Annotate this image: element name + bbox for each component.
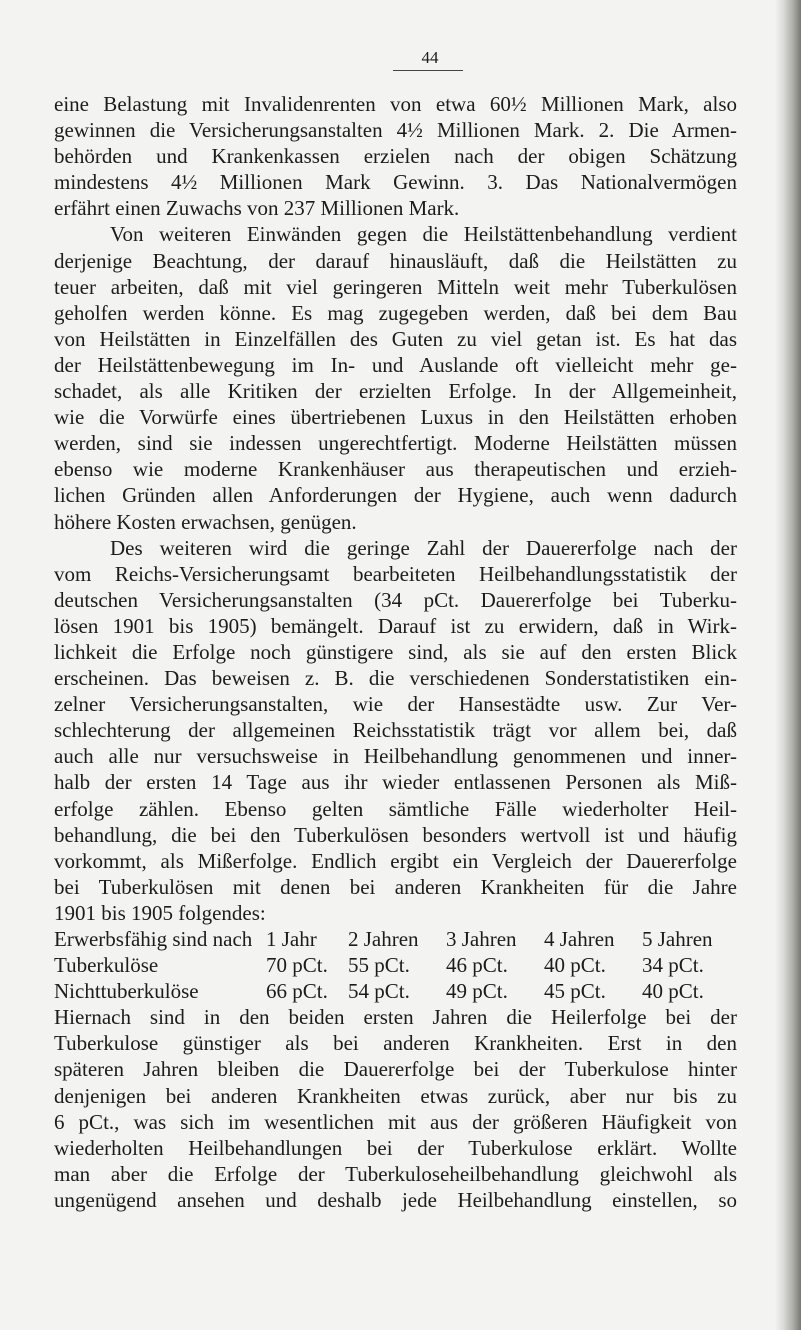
text-line: man aber die Erfolge der Tuberkuloseheilbehandlung gleichwohl als (54, 1161, 737, 1186)
text-line: wie die Vorwürfe eines übertriebenen Luxus in den Heilstätten erhoben (54, 405, 737, 430)
text-line: der Heilstättenbewegung im In- und Auslande oft vielleicht mehr ge- (54, 352, 737, 377)
text-line: Von weiteren Einwänden gegen die Heilstättenbehandlung verdient (110, 222, 737, 247)
text-line: ungenügend ansehen und deshalb jede Heilbehandlung einstellen, so (54, 1187, 737, 1212)
text-line: lichen Gründen allen Anforderungen der Hygiene, auch wenn dadurch (54, 483, 737, 508)
text-line: erfährt einen Zuwachs von 237 Millionen Mark. (54, 196, 460, 221)
text-line: späteren Jahren bleiben die Dauererfolge bei der Tuberkulose hinter (54, 1057, 737, 1082)
text-line: denjenigen bei anderen Krankheiten etwas zurück, aber nur bis zu (54, 1083, 737, 1108)
text-line: behörden und Krankenkassen erzielen nach der obigen Schätzung (54, 144, 737, 169)
text-line: schadet, als alle Kritiken der erzielten Erfolge. In der Allgemeinheit, (54, 379, 737, 404)
text-line: ebenso wie moderne Krankenhäuser aus therapeutischen und erzieh- (54, 457, 737, 482)
table-header-cell: 5 Jahren (642, 927, 713, 951)
table-header-cell: 3 Jahren (446, 927, 517, 951)
text-line: erfolge zählen. Ebenso gelten sämtliche Fälle wiederholter Heil- (54, 796, 737, 821)
text-line: 1901 bis 1905 folgendes: (54, 900, 266, 925)
text-line: vorkommt, als Mißerfolge. Endlich ergibt ein Vergleich der Dauererfolge (54, 848, 737, 873)
text-line: Des weiteren wird die geringe Zahl der Dauererfolge nach der (110, 535, 737, 560)
table-cell: 34 pCt. (642, 953, 704, 978)
text-line: 6 pCt., was sich im wesentlichen mit aus der größeren Häufigkeit von (54, 1109, 737, 1134)
text-line: derjenige Beachtung, der darauf hinausläuft, daß die Heilstätten zu (54, 248, 737, 273)
text-line: gewinnen die Versicherungsanstalten 4½ Millionen Mark. 2. Die Armen- (54, 118, 737, 143)
text-line: behandlung, die bei den Tuberkulösen besonders wertvoll ist und häufig (54, 822, 737, 847)
table-header-cell: Erwerbsfähig sind nach (54, 927, 253, 951)
table-header-cell: 4 Jahren (544, 927, 615, 951)
text-line: mindestens 4½ Millionen Mark Gewinn. 3. Das Nationalvermögen (54, 170, 737, 195)
text-line: teuer arbeiten, daß mit viel geringeren Mitteln weit mehr Tuberkulösen (54, 274, 737, 299)
text-line: wiederholten Heilbehandlungen bei der Tuberkulose erklärt. Wollte (54, 1135, 737, 1160)
text-line: Tuberkulose günstiger als bei anderen Krankheiten. Erst in den (54, 1031, 737, 1056)
text-line: lichkeit die Erfolge noch günstigere sind, als sie auf den ersten Blick (54, 639, 737, 664)
table-cell: Tuberkulöse (54, 953, 159, 978)
text-line: bei Tuberkulösen mit denen bei anderen Krankheiten für die Jahre (54, 874, 737, 899)
table-cell: 40 pCt. (642, 979, 704, 1004)
text-line: vom Reichs-Versicherungsamt bearbeiteten Heilbehandlungsstatistik der (54, 561, 737, 586)
table-cell: Nichttuberkulöse (54, 979, 199, 1004)
text-line: Hiernach sind in den beiden ersten Jahren die Heilerfolge bei der (54, 1005, 737, 1030)
book-spine-shadow (775, 0, 801, 1330)
text-line: schlechterung der allgemeinen Reichsstatistik trägt vor allem bei, daß (54, 718, 737, 743)
text-line: von Heilstätten in Einzelfällen des Guten zu viel getan ist. Es hat das (54, 326, 737, 351)
table-header-cell: 1 Jahr (266, 927, 317, 951)
table-cell: 66 pCt. (266, 979, 328, 1004)
table-cell: 54 pCt. (348, 979, 410, 1004)
table-header-row (54, 926, 737, 952)
table-row (54, 978, 737, 1004)
table-cell: 55 pCt. (348, 953, 410, 978)
text-line: geholfen werden könne. Es mag zugegeben werden, daß bei dem Bau (54, 300, 737, 325)
table-cell: 49 pCt. (446, 979, 508, 1004)
table-cell: 40 pCt. (544, 953, 606, 978)
table-cell: 70 pCt. (266, 953, 328, 978)
text-line: eine Belastung mit Invalidenrenten von etwa 60½ Millionen Mark, also (54, 92, 737, 116)
text-line: werden, sind sie indessen ungerechtfertigt. Moderne Heilstätten müssen (54, 431, 737, 456)
table-cell: 45 pCt. (544, 979, 606, 1004)
text-line: erscheinen. Das beweisen z. B. die verschiedenen Sonderstatistiken ein- (54, 666, 737, 691)
text-line: deutschen Versicherungsanstalten (34 pCt. Dauererfolge bei Tuberku- (54, 587, 737, 612)
header-rule (393, 70, 463, 71)
table-header-cell: 2 Jahren (348, 927, 419, 951)
text-line: zelner Versicherungsanstalten, wie der Hansestädte usw. Zur Ver- (54, 692, 737, 717)
text-line: auch alle nur versuchsweise in Heilbehandlung genommenen und inner- (54, 744, 737, 769)
body-text (54, 91, 737, 1213)
table-cell: 46 pCt. (446, 953, 508, 978)
page-number: 44 (421, 48, 439, 67)
text-line: halb der ersten 14 Tage aus ihr wieder entlassenen Personen als Miß- (54, 770, 737, 795)
text-line: lösen 1901 bis 1905) bemängelt. Darauf ist zu erwidern, daß in Wirk- (54, 613, 737, 638)
table-row (54, 952, 737, 978)
text-line: höhere Kosten erwachsen, genügen. (54, 509, 357, 534)
